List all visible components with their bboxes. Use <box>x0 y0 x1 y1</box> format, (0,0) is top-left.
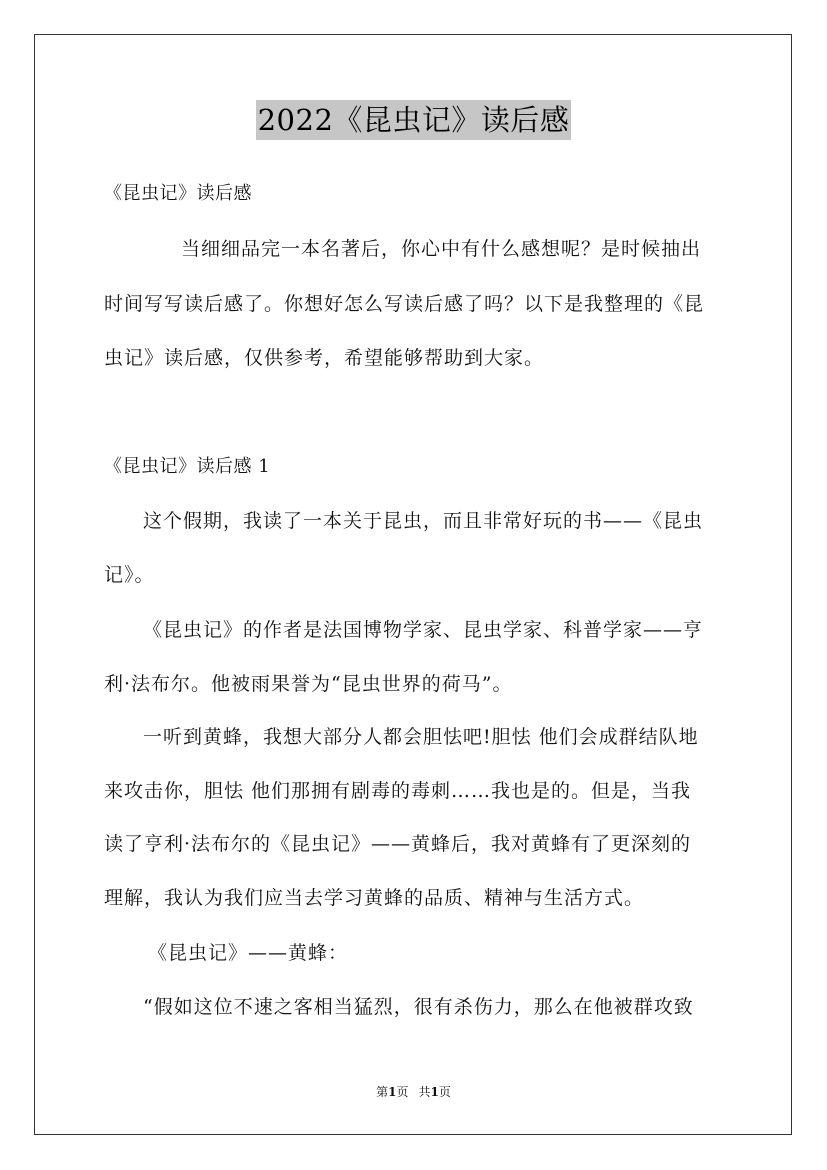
body-line-6: 来攻击你，胆怯 他们那拥有剧毒的毒刺……我也是的。但是，当我 <box>104 780 692 802</box>
body-line-4: 利·法布尔。他被雨果誉为“昆虫世界的荷马”。 <box>104 673 513 695</box>
body-line-9: 《昆虫记》——黄蜂： <box>148 942 349 964</box>
document-title[interactable]: 2022《昆虫记》读后感 <box>256 100 572 140</box>
body-line-2: 记》。 <box>104 564 155 586</box>
section-heading: 《昆虫记》读后感 1 <box>104 456 271 477</box>
subtitle: 《昆虫记》读后感 <box>104 183 252 204</box>
page-number: 第1页 <box>376 1085 409 1099</box>
body-line-10: “假如这位不速之客相当猛烈，很有杀伤力，那么在他被群攻致 <box>143 996 694 1018</box>
body-line-5: 一听到黄蜂，我想大部分人都会胆怯吧!胆怯 他们会成群结队地 <box>143 726 699 748</box>
body-line-1: 这个假期，我读了一本关于昆虫，而且非常好玩的书——《昆虫 <box>143 510 704 532</box>
total-pages: 共1页 <box>418 1085 451 1099</box>
intro-line-2: 时间写写读后感了。你想好怎么写读后感了吗？以下是我整理的《昆 <box>104 293 705 315</box>
body-line-8: 理解，我认为我们应当去学习黄蜂的品质、精神与生活方式。 <box>104 887 645 909</box>
body-line-7: 读了亨利·法布尔的《昆虫记》——黄蜂后，我对黄蜂有了更深刻的 <box>104 833 692 855</box>
intro-line-3: 虫记》读后感，仅供参考，希望能够帮助到大家。 <box>104 347 545 369</box>
title-wrap <box>0 100 827 140</box>
body-line-3: 《昆虫记》的作者是法国博物学家、昆虫学家、科普学家——亨 <box>143 619 704 641</box>
page-footer <box>0 1083 827 1101</box>
intro-line-1: 当细细品完一本名著后，你心中有什么感想呢？是时候抽出 <box>181 238 702 260</box>
